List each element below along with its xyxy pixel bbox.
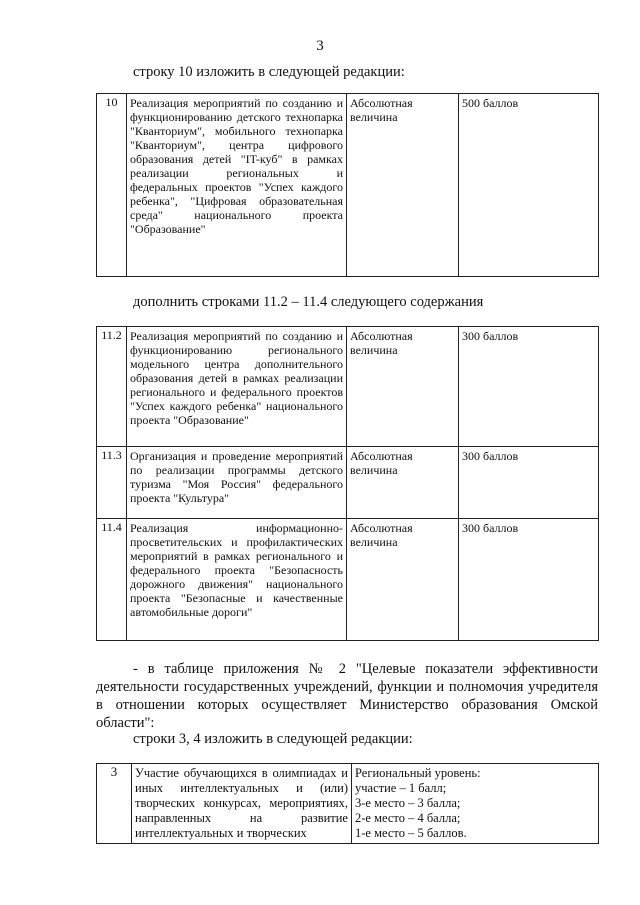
row-number: 11.4 — [97, 519, 127, 641]
row-description: Реализация информационно-просветительских и профилактических мероприятий в рамках регионального и федерального проекта "Безопасность дорожного движения" национального проекта "Безопасные и качественные автомобильные дороги" — [127, 519, 347, 641]
row-unit: Абсолютная величина — [347, 519, 459, 641]
intro-rows-3-4: строки 3, 4 изложить в следующей редакции: — [133, 731, 413, 747]
row-description: Организация и проведение мероприятий по реализации программы детского туризма "Моя Россия" федерального проекта "Культура" — [127, 447, 347, 519]
paragraph-appendix-2: - в таблице приложения № 2 "Целевые показатели эффективности деятельности государственных учреждений, функции и полномочия учредителя в отношении которых осуществляет Министерство образования Омской области": — [96, 661, 598, 731]
table-rows-11 — [96, 326, 599, 641]
intro-row-10: строку 10 изложить в следующей редакции: — [133, 64, 405, 80]
row-unit: Абсолютная величина — [347, 447, 459, 519]
criteria-line: участие – 1 балл; — [355, 781, 447, 795]
row-number: 11.3 — [97, 447, 127, 519]
criteria-line: 2-е место – 4 балла; — [355, 811, 461, 825]
table-row — [97, 94, 599, 277]
table-row — [97, 447, 599, 519]
row-number: 10 — [97, 94, 127, 277]
page-number: 3 — [316, 38, 324, 54]
row-value: 300 баллов — [459, 447, 599, 519]
criteria-line: 1-е место – 5 баллов. — [355, 826, 467, 840]
row-value: 300 баллов — [459, 327, 599, 447]
row-value: 300 баллов — [459, 519, 599, 641]
table-rows-3-4 — [96, 763, 599, 844]
table-row — [97, 764, 599, 844]
table-row-10 — [96, 93, 599, 277]
table-row — [97, 327, 599, 447]
row-description: Участие обучающихся в олимпиадах и иных интеллектуальных и (или) творческих конкурсах, мероприятиях, направленных на развитие интеллектуальных и творческих — [132, 764, 352, 844]
row-description: Реализация мероприятий по созданию и функционированию детского технопарка "Кванториум", мобильного технопарка "Кванториум", центра цифрового образования детей "IT-куб" в рамках реализации региональных и федеральных проектов "Успех каждого ребенка", "Цифровая образовательная среда" национального проекта "Образование" — [127, 94, 347, 277]
row-value: 500 баллов — [459, 94, 599, 277]
criteria-line: 3-е место – 3 балла; — [355, 796, 461, 810]
row-description: Реализация мероприятий по созданию и функционированию регионального модельного центра дополнительного образования детей в рамках реализации регионального и федерального проектов "Успех каждого ребенка" национального проекта "Образование" — [127, 327, 347, 447]
intro-rows-11: дополнить строками 11.2 – 11.4 следующего содержания — [133, 294, 484, 310]
row-number: 3 — [97, 764, 132, 844]
row-unit: Абсолютная величина — [347, 327, 459, 447]
criteria-line: Региональный уровень: — [355, 766, 481, 780]
table-row — [97, 519, 599, 641]
row-criteria — [352, 764, 599, 844]
row-unit: Абсолютная величина — [347, 94, 459, 277]
row-number: 11.2 — [97, 327, 127, 447]
